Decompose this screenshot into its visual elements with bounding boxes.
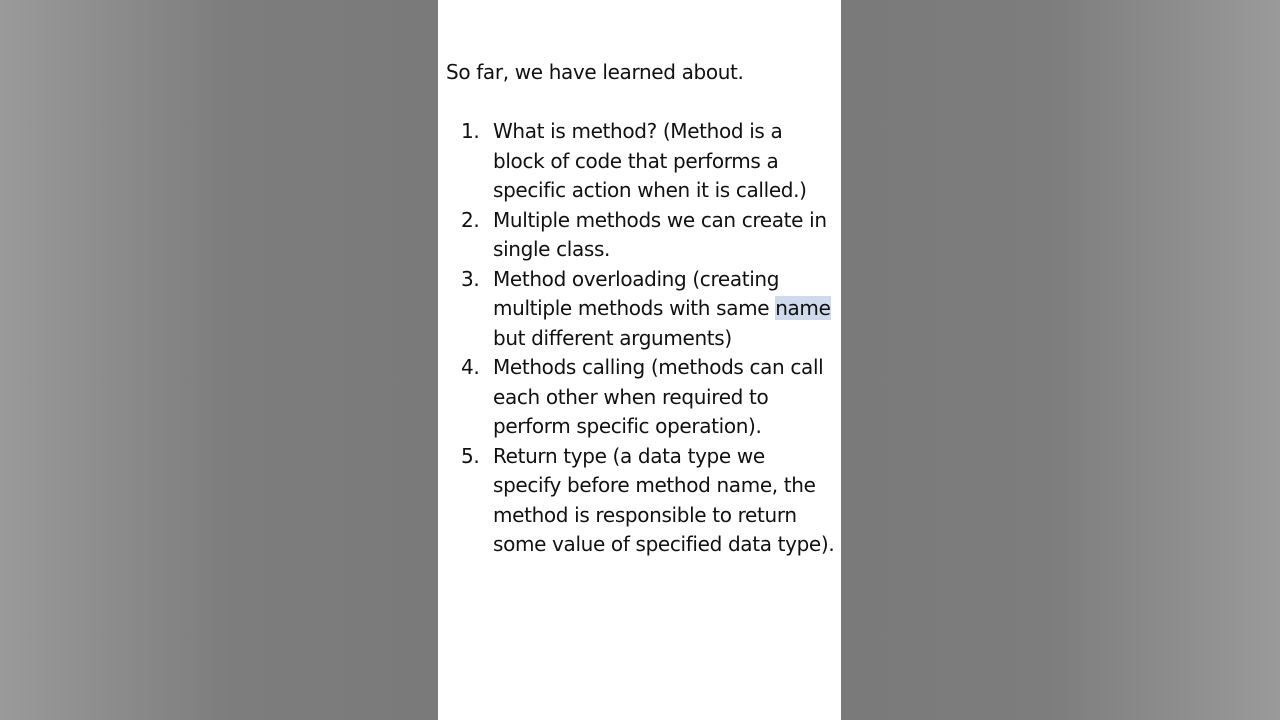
list-item xyxy=(446,265,835,354)
document-page xyxy=(438,0,841,720)
document-body xyxy=(446,58,838,560)
summary-list xyxy=(446,117,838,560)
list-item-number: 4. xyxy=(461,355,480,379)
list-item xyxy=(446,206,835,265)
list-item-text: but different arguments) xyxy=(493,325,732,350)
list-item xyxy=(446,442,835,560)
list-item-text: Return type (a data type we specify before method name, the method is responsible to return some value of specified data type). xyxy=(493,443,835,556)
list-item-text: What is method? (Method is a block of code that performs a specific action when it is called.) xyxy=(493,119,807,202)
list-item-number: 3. xyxy=(461,266,480,291)
list-item-number: 5. xyxy=(461,443,480,468)
selected-text-highlight[interactable]: name xyxy=(775,296,831,320)
list-item xyxy=(446,117,835,206)
list-item-number: 2. xyxy=(461,207,480,232)
list-item-number: 1. xyxy=(461,119,480,143)
list-item-text: Multiple methods we can create in single class. xyxy=(493,207,827,261)
list-item-text: Method overloading (creating multiple methods with same xyxy=(493,266,780,320)
intro-text: So far, we have learned about. xyxy=(446,60,744,84)
list-item xyxy=(446,353,835,442)
list-item-text: Methods calling (methods can call each other when required to perform specific operation). xyxy=(493,355,824,438)
